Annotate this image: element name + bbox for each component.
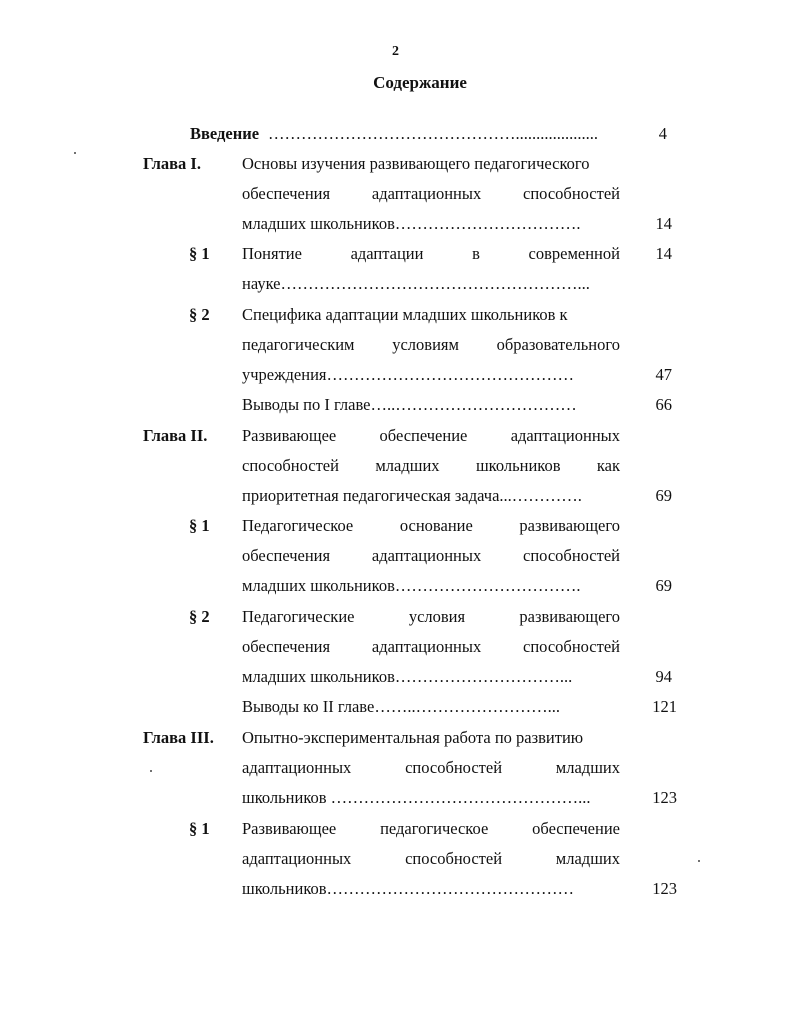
word: условиям bbox=[392, 335, 459, 354]
chapter-1-label: Глава I. bbox=[143, 154, 201, 173]
chapter-1-line-1: Основы изучения развивающего педагогического bbox=[242, 154, 590, 173]
section-2-1-line-3: младших школьников……………………………. bbox=[242, 576, 581, 595]
word: обеспечение bbox=[532, 819, 620, 838]
section-2-1-line-1 bbox=[242, 516, 620, 536]
word: младших bbox=[555, 849, 620, 868]
section-2-1-line-2 bbox=[242, 546, 620, 566]
chapter-3-line-2 bbox=[242, 758, 620, 778]
word: способностей bbox=[405, 758, 503, 777]
scan-speck bbox=[698, 860, 700, 862]
word: образовательного bbox=[496, 335, 620, 354]
word: обеспечения bbox=[242, 546, 331, 565]
section-1-2-line-2 bbox=[242, 335, 620, 355]
word: Развивающее bbox=[242, 819, 337, 838]
chapter-1-line-2 bbox=[242, 184, 620, 204]
word: младших bbox=[555, 758, 620, 777]
word: современной bbox=[528, 244, 620, 263]
word: развивающего bbox=[519, 607, 620, 626]
section-2-1-page: 69 bbox=[655, 576, 672, 595]
word: адаптационных bbox=[371, 184, 482, 203]
chapter-2-page: 69 bbox=[655, 486, 672, 505]
scan-speck bbox=[150, 770, 152, 772]
word: развивающего bbox=[519, 516, 620, 535]
chapter-1-line-3: младших школьников……………………………. bbox=[242, 214, 581, 233]
word: способностей bbox=[523, 184, 620, 203]
word: в bbox=[472, 244, 480, 263]
word: младших bbox=[375, 456, 440, 475]
word: адаптационных bbox=[242, 758, 352, 777]
section-3-1-line-2 bbox=[242, 849, 620, 869]
section-1-2-label: § 2 bbox=[189, 305, 210, 324]
section-3-1-line-1 bbox=[242, 819, 620, 839]
word: адаптационных bbox=[242, 849, 352, 868]
word: основание bbox=[399, 516, 473, 535]
word: обеспечения bbox=[242, 184, 331, 203]
word: педагогическим bbox=[242, 335, 355, 354]
word: адаптации bbox=[350, 244, 424, 263]
chapter-2-line-2 bbox=[242, 456, 620, 476]
chapter-2-line-1 bbox=[242, 426, 620, 446]
section-1-2-line-3: учреждения……………………………………… bbox=[242, 365, 574, 384]
word: Педагогическое bbox=[242, 516, 354, 535]
section-1-1-line-2: науке………………………………………………... bbox=[242, 274, 590, 293]
section-3-1-line-3: школьников……………………………………… bbox=[242, 879, 575, 898]
chapter-1-conclusions-page: 66 bbox=[655, 395, 672, 414]
word: способностей bbox=[523, 546, 620, 565]
chapter-1-page: 14 bbox=[655, 214, 672, 233]
word: обеспечение bbox=[379, 426, 468, 445]
intro-dots: ……………………………………….................... bbox=[268, 124, 598, 143]
word: школьников bbox=[475, 456, 561, 475]
scan-speck bbox=[74, 152, 76, 154]
chapter-2-conclusions-page: 121 bbox=[652, 697, 677, 716]
chapter-3-page: 123 bbox=[652, 788, 677, 807]
section-2-2-line-3: младших школьников…………………………... bbox=[242, 667, 573, 686]
chapter-3-line-1: Опытно-экспериментальная работа по развитию bbox=[242, 728, 584, 747]
intro-label: Введение bbox=[190, 124, 260, 143]
section-3-1-page: 123 bbox=[652, 879, 677, 898]
word: Педагогические bbox=[242, 607, 355, 626]
section-2-2-label: § 2 bbox=[189, 607, 210, 626]
section-2-2-line-1 bbox=[242, 607, 620, 627]
chapter-3-label: Глава III. bbox=[143, 728, 214, 747]
section-2-2-page: 94 bbox=[655, 667, 672, 686]
word: условия bbox=[408, 607, 466, 626]
section-1-2-line-1: Специфика адаптации младших школьников к bbox=[242, 305, 568, 324]
section-1-1-label: § 1 bbox=[189, 244, 210, 263]
page-number: 2 bbox=[392, 44, 399, 59]
toc-title: Содержание bbox=[373, 73, 467, 92]
word: способностей bbox=[405, 849, 503, 868]
word: способностей bbox=[242, 456, 339, 475]
chapter-1-conclusions: Выводы по I главе…..…………………………… bbox=[242, 395, 577, 414]
word: Развивающее bbox=[242, 426, 337, 445]
chapter-2-line-3: приоритетная педагогическая задача...…………. bbox=[242, 486, 582, 505]
section-1-2-page: 47 bbox=[655, 365, 672, 384]
word: способностей bbox=[523, 637, 620, 656]
word: как bbox=[596, 456, 620, 475]
word: педагогическое bbox=[380, 819, 489, 838]
section-2-1-label: § 1 bbox=[189, 516, 210, 535]
word: обеспечения bbox=[242, 637, 331, 656]
section-3-1-label: § 1 bbox=[189, 819, 210, 838]
word: Понятие bbox=[242, 244, 302, 263]
section-1-1-line-1 bbox=[242, 244, 620, 264]
chapter-2-label: Глава II. bbox=[143, 426, 208, 445]
chapter-2-conclusions: Выводы ко II главе……..……………………... bbox=[242, 697, 560, 716]
word: адаптационных bbox=[371, 637, 482, 656]
intro-page: 4 bbox=[658, 124, 667, 143]
word: адаптационных bbox=[371, 546, 482, 565]
word: адаптационных bbox=[510, 426, 620, 445]
section-1-1-page: 14 bbox=[655, 244, 672, 263]
chapter-3-line-3: школьников ………………………………………... bbox=[242, 788, 591, 807]
section-2-2-line-2 bbox=[242, 637, 620, 657]
